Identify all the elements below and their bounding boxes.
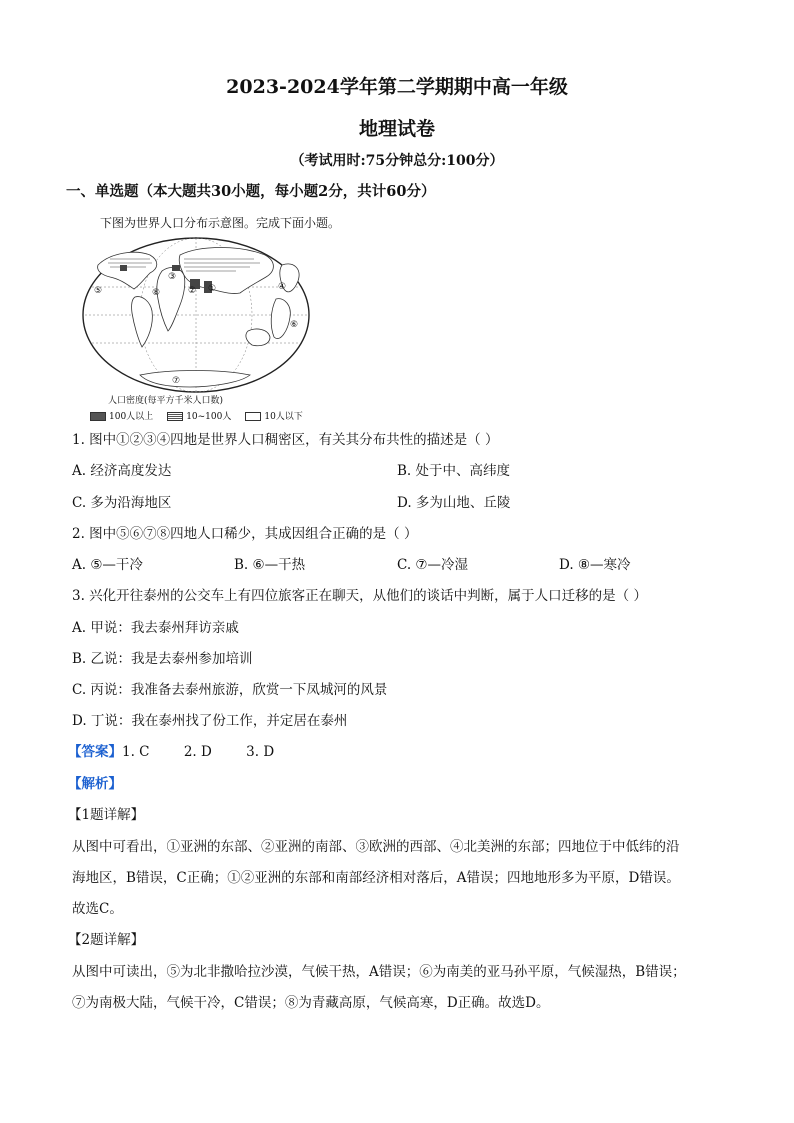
detail-1-line-1: 从图中可看出，①亚洲的东部、②亚洲的南部、③欧洲的西部、④北美洲的东部；四地位于中低纬的沿 <box>72 839 680 855</box>
legend-medium: 10~100人 <box>167 409 231 422</box>
q1-option-c: C. 多为沿海地区 <box>72 495 172 511</box>
detail-1-line-3: 故选C。 <box>72 901 123 917</box>
q2-option-a: A. ⑤—干冷 <box>72 557 143 573</box>
q2-option-c: C. ⑦—冷湿 <box>397 557 469 573</box>
q1-option-a: A. 经济高度发达 <box>72 463 172 479</box>
q2-option-d: D. ⑧—寒冷 <box>559 557 631 573</box>
exam-title: 2023-2024学年第二学期期中高一年级 <box>226 76 568 98</box>
map-marker-4: ④ <box>278 282 287 292</box>
map-marker-1: ① <box>208 284 217 294</box>
q3-option-c: C. 丙说：我准备去泰州旅游，欣赏一下凤城河的风景 <box>72 682 388 698</box>
analysis-tag: 【解析】 <box>68 776 122 792</box>
detail-2-line-2: ⑦为南极大陆，气候干冷，C错误；⑧为青藏高原，气候高寒，D正确。故选D。 <box>72 995 550 1011</box>
map-legend <box>90 409 303 422</box>
exam-info: （考试用时:75分钟总分:100分） <box>290 153 504 169</box>
legend-medium-swatch <box>167 412 183 421</box>
map-marker-2: ② <box>188 286 197 296</box>
detail-2-tag: 【2题详解】 <box>68 932 145 948</box>
legend-dense-swatch <box>90 412 106 421</box>
section-intro: 下图为世界人口分布示意图。完成下面小题。 <box>100 216 341 230</box>
q1-option-d: D. 多为山地、丘陵 <box>397 495 511 511</box>
answer-values: 1. C 2. D 3. D <box>122 744 275 760</box>
q3-option-a: A. 甲说：我去泰州拜访亲戚 <box>72 620 239 636</box>
section-heading: 一、单选题（本大题共30小题，每小题2分，共计60分） <box>66 183 436 200</box>
map-marker-6: ⑥ <box>290 320 299 330</box>
legend-dense: 100人以上 <box>90 409 153 422</box>
q3-stem: 3. 兴化开往泰州的公交车上有四位旅客正在聊天，从他们的谈话中判断，属于人口迁移的是（ ） <box>72 588 647 604</box>
legend-sparse-swatch <box>245 412 261 421</box>
q1-stem: 1. 图中①②③④四地是世界人口稠密区，有关其分布共性的描述是（ ） <box>72 432 499 448</box>
map-marker-8: ⑧ <box>152 288 161 298</box>
q2-stem: 2. 图中⑤⑥⑦⑧四地人口稀少，其成因组合正确的是（ ） <box>72 526 418 542</box>
detail-1-line-2: 海地区，B错误，C正确；①②亚洲的东部和南部经济相对落后，A错误；四地地形多为平原，D错误。 <box>72 870 680 886</box>
map-marker-3: ③ <box>168 272 177 282</box>
answer-line <box>68 743 274 761</box>
subject-title: 地理试卷 <box>358 118 435 140</box>
map-marker-7: ⑦ <box>172 376 181 386</box>
answer-tag: 【答案】 <box>68 744 122 760</box>
q3-option-d: D. 丁说：我在泰州找了份工作，并定居在泰州 <box>72 713 348 729</box>
map-caption: 人口密度(每平方千米人口数) <box>108 396 224 406</box>
detail-2-line-1: 从图中可读出，⑤为北非撒哈拉沙漠，气候干热，A错误；⑥为南美的亚马孙平原，气候湿热，B错误； <box>72 964 686 980</box>
map-svg <box>80 235 312 395</box>
q3-option-b: B. 乙说：我是去泰州参加培训 <box>72 651 253 667</box>
detail-1-tag: 【1题详解】 <box>68 807 145 823</box>
q2-option-b: B. ⑥—干热 <box>234 557 306 573</box>
legend-sparse: 10人以下 <box>245 409 302 422</box>
q1-option-b: B. 处于中、高纬度 <box>397 463 511 479</box>
map-marker-5: ⑤ <box>94 286 103 296</box>
